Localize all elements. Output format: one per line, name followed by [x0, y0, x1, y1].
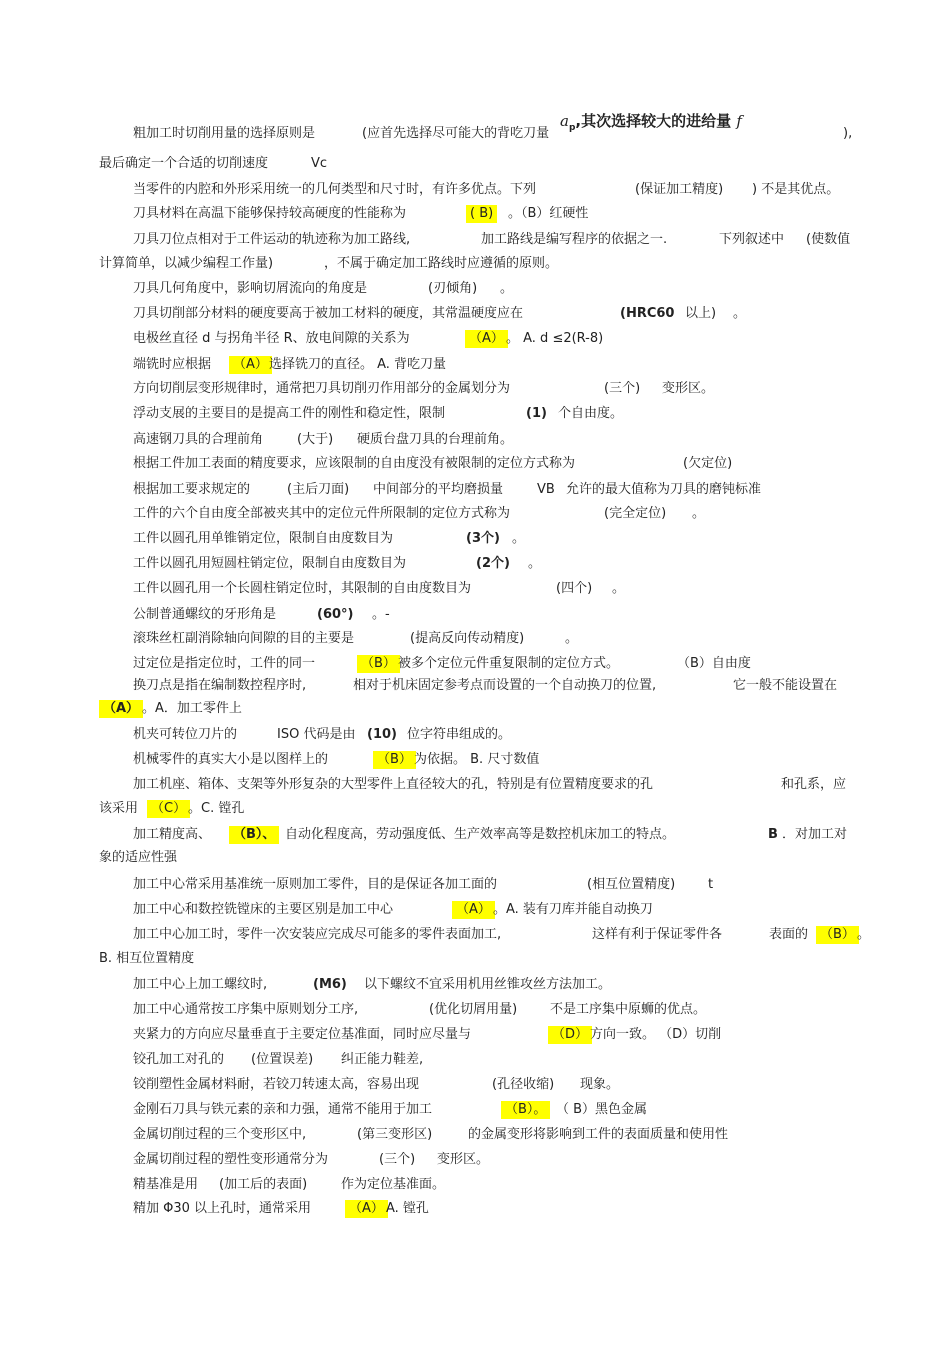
text-run: Vc	[311, 156, 328, 171]
text-run: 夹紧力的方向应尽量垂直于主要定位基准面，同时应尽量与	[133, 1027, 472, 1042]
text-run: 被多个定位元件重复限制的定位方式。	[398, 656, 620, 671]
answer-highlight: （B）	[357, 655, 400, 673]
text-run: 。	[512, 531, 526, 546]
text-run: 金刚石刀具与铁元素的亲和力强，通常不能用于加工	[133, 1102, 433, 1117]
text-run: 工件以圆孔用一个长圆柱销定位时，其限制的自由度数目为	[133, 581, 472, 596]
text-run: 根据加工要求规定的	[133, 482, 251, 497]
text-run: 选择铣刀的直径。 A. 背吃刀量	[269, 357, 447, 372]
text-run: 换刀点是指在编制数控程序时,	[133, 678, 307, 693]
text-run: B	[768, 827, 778, 842]
text-run: 精基准是用	[133, 1177, 199, 1192]
text-run: 加工中心通常按工序集中原则划分工序,	[133, 1002, 359, 1017]
text-run: 以上)	[685, 306, 717, 321]
text-run: 机械零件的真实大小是以图样上的	[133, 752, 329, 767]
text-run: t	[708, 877, 714, 892]
text-run: 公制普通螺纹的牙形角是	[133, 607, 277, 622]
answer-highlight: （A）	[229, 356, 272, 374]
text-run: (加工后的表面)	[219, 1177, 308, 1192]
text-run: 。	[565, 631, 579, 646]
text-run: (三个)	[604, 381, 641, 396]
text-run: (第三变形区)	[357, 1127, 433, 1142]
text-run: 方向切削层变形规律时，通常把刀具切削刃作用部分的金属划分为	[133, 381, 511, 396]
answer-highlight: （A）	[465, 330, 508, 348]
text-run: (10)	[367, 727, 397, 742]
formula-symbol: a	[560, 112, 569, 130]
formula-fragment	[560, 110, 742, 133]
text-run: 作为定位基准面。	[341, 1177, 446, 1192]
text-run: 端铣时应根据	[133, 357, 212, 372]
text-run: 的金属变形将影响到工件的表面质量和使用性	[468, 1127, 729, 1142]
text-run: 该采用	[99, 801, 139, 816]
text-run: 铰孔加工对孔的	[133, 1052, 225, 1067]
text-run: 加工中心加工时，零件一次安装应完成尽可能多的零件表面加工,	[133, 927, 502, 942]
text-run: (三个)	[379, 1152, 416, 1167]
text-run: ),	[843, 126, 853, 141]
text-run: 电极丝直径 d 与拐角半径 R、放电间隙的关系为	[133, 331, 410, 346]
text-run: 刀具几何角度中，影响切屑流向的角度是	[133, 281, 368, 296]
text-run: (60°)	[317, 607, 354, 622]
text-run: 。	[733, 306, 747, 321]
text-run: 工件的六个自由度全部被夹其中的定位元件所限制的定位方式称为	[133, 506, 511, 521]
text-run: 表面的	[769, 927, 809, 942]
text-run: 铰削塑性金属材料耐，若铰刀转速太高，容易出现	[133, 1077, 420, 1092]
text-run: 根据工件加工表面的精度要求，应该限制的自由度没有被限制的定位方式称为	[133, 456, 576, 471]
text-run: (保证加工精度)	[635, 182, 724, 197]
text-run: 精加 Φ30 以上孔时，通常采用	[133, 1201, 312, 1216]
text-run: 。	[692, 506, 706, 521]
text-run: 最后确定一个合适的切削速度	[99, 156, 269, 171]
text-run: (位置误差)	[251, 1052, 314, 1067]
text-run: 。	[500, 281, 514, 296]
answer-highlight: （A）	[452, 901, 495, 919]
text-run: 允许的最大值称为刀具的磨钝标准	[566, 482, 762, 497]
text-run: 。A. 装有刀库并能自动换刀	[493, 902, 653, 917]
text-run: (使数值	[806, 232, 851, 247]
text-run: 。-	[372, 607, 390, 622]
answer-highlight: （D）	[548, 1026, 592, 1044]
text-run: 位字符串组成的。	[407, 727, 512, 742]
answer-highlight: ( B)	[466, 205, 497, 223]
text-run: A. 镗孔	[386, 1201, 429, 1216]
text-run: (3个)	[466, 531, 500, 546]
text-run: 加工中心上加工螺纹时,	[133, 977, 268, 992]
formula-symbol-f: f	[736, 112, 742, 130]
text-run: 下列叙述中	[719, 232, 785, 247]
answer-highlight: （B）。	[501, 1101, 550, 1119]
text-run: 这样有利于保证零件各	[592, 927, 723, 942]
text-run: (提高反向传动精度)	[410, 631, 525, 646]
text-run: 纠正能力鞋差,	[341, 1052, 424, 1067]
text-run: 变形区。	[437, 1152, 490, 1167]
text-run: 刀具材料在高温下能够保持较高硬度的性能称为	[133, 206, 407, 221]
text-run: 加工路线是编写程序的依据之一.	[481, 232, 668, 247]
text-run: 。（B）红硬性	[508, 206, 589, 221]
text-run: 中间部分的平均磨损量	[373, 482, 504, 497]
text-run: 自动化程度高，劳动强度低、生产效率高等是数控机床加工的特点。	[285, 827, 676, 842]
text-run: 现象。	[580, 1077, 620, 1092]
text-run: 个自由度。	[558, 406, 624, 421]
text-run: (应首先选择尽可能大的背吃刀量	[362, 126, 550, 141]
answer-highlight: （A）	[345, 1200, 388, 1218]
text-run: (四个)	[556, 581, 593, 596]
text-run: 。	[528, 556, 542, 571]
text-run: 。C. 镗孔	[188, 801, 245, 816]
text-run: ，不属于确定加工路线时应遵循的原则。	[324, 256, 559, 271]
text-run: 滚珠丝杠副消除轴向间隙的目的主要是	[133, 631, 355, 646]
text-run: 加工精度高、	[133, 827, 212, 842]
answer-highlight: （B）	[373, 751, 416, 769]
answer-highlight: （B）、	[229, 826, 279, 844]
text-run: 变形区。	[662, 381, 715, 396]
text-run: ．对加工对	[782, 827, 848, 842]
text-run: 金属切削过程的三个变形区中,	[133, 1127, 307, 1142]
formula-text: ,其次选择较大的进给量	[575, 112, 732, 130]
text-run: 。A．加工零件上	[142, 701, 242, 716]
text-run: 相对于机床固定参考点而设置的一个自动换刀的位置,	[353, 678, 657, 693]
text-run: 为依据。 B. 尺寸数值	[414, 752, 540, 767]
text-run: VB	[537, 482, 555, 497]
text-run: 金属切削过程的塑性变形通常分为	[133, 1152, 329, 1167]
text-run: 加工中心和数控铣镗床的主要区别是加工中心	[133, 902, 394, 917]
text-run: ) 不是其优点。	[752, 182, 840, 197]
text-run: 粗加工时切削用量的选择原则是	[133, 126, 316, 141]
text-run: 。	[612, 581, 626, 596]
text-run: B. 相互位置精度	[99, 951, 195, 966]
text-run: (M6)	[313, 977, 347, 992]
text-run: 方向一致。 （D）切削	[590, 1027, 722, 1042]
formula-subscript: p	[568, 123, 576, 133]
text-run: 和孔系，应	[781, 777, 847, 792]
text-run: 当零件的内腔和外形采用统一的几何类型和尺寸时，有许多优点。下列	[133, 182, 537, 197]
text-run: (2个)	[476, 556, 510, 571]
text-run: (HRC60	[620, 306, 675, 321]
text-run: (1)	[526, 406, 547, 421]
text-run: 机夹可转位刀片的	[133, 727, 238, 742]
text-run: (相互位置精度)	[587, 877, 676, 892]
text-run: 加工中心常采用基准统一原则加工零件，目的是保证各加工面的	[133, 877, 498, 892]
answer-highlight: （A）	[99, 700, 143, 718]
text-run: 刀具切削部分材料的硬度要高于被加工材料的硬度，其常温硬度应在	[133, 306, 524, 321]
text-run: 计算简单，以减少编程工作量)	[99, 256, 274, 271]
text-run: 加工机座、箱体、支架等外形复杂的大型零件上直径较大的孔，特别是有位置精度要求的孔	[133, 777, 654, 792]
answer-highlight: （C）	[147, 800, 190, 818]
text-run: 硬质台盘刀具的台理前角。	[357, 432, 514, 447]
text-run: 工件以圆孔用短圆柱销定位，限制自由度数目为	[133, 556, 407, 571]
text-run: 。 A. d ≤2(R-8)	[506, 331, 604, 346]
text-run: 浮动支展的主要目的是提高工件的刚性和稳定性，限制	[133, 406, 446, 421]
text-run: 工件以圆孔用单锥销定位，限制自由度数目为	[133, 531, 394, 546]
text-run: （ B）黑色金属	[556, 1102, 648, 1117]
text-run: 高速钢刀具的合理前角	[133, 432, 264, 447]
text-run: (大于)	[297, 432, 334, 447]
text-run: (刃倾角)	[428, 281, 478, 296]
text-run: (完全定位)	[604, 506, 667, 521]
text-run: (优化切屑用量)	[429, 1002, 518, 1017]
text-run: 它一般不能设置在	[733, 678, 838, 693]
answer-highlight: （B）	[816, 926, 859, 944]
text-run: (孔径收缩)	[492, 1077, 555, 1092]
text-run: 。	[857, 927, 871, 942]
text-run: 象的适应性强	[99, 850, 178, 865]
text-run: ISO 代码是由	[277, 727, 356, 742]
text-run: 不是工序集中原蛳的优点。	[550, 1002, 707, 1017]
text-run: (欠定位)	[683, 456, 733, 471]
text-run: 以下螺纹不宜采用机用丝锥攻丝方法加工。	[364, 977, 612, 992]
text-run: 刀具刀位点相对于工件运动的轨迹称为加工路线,	[133, 232, 411, 247]
text-run: （B）自由度	[677, 656, 751, 671]
text-run: (主后刀面)	[287, 482, 350, 497]
text-run: 过定位是指定位时，工件的同一	[133, 656, 316, 671]
